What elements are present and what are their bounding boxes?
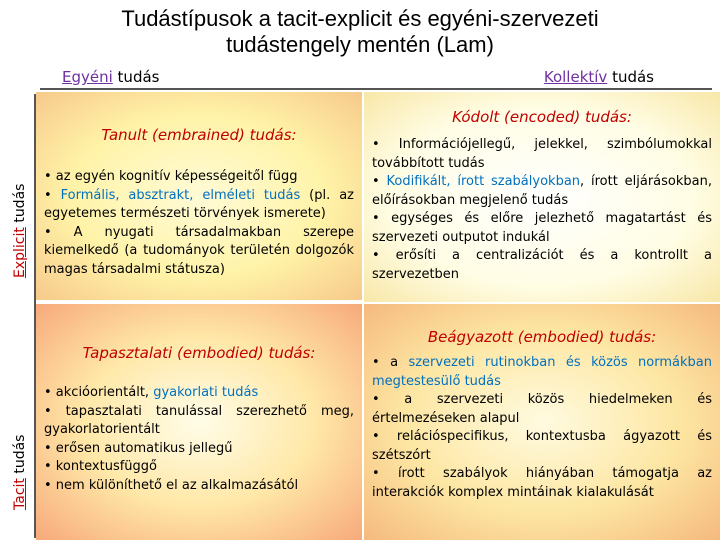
bullet: • egységes és előre jelezhető magatartást és szervezeti outputot indukál (372, 211, 712, 245)
quadrant-embrained-heading: Tanult (embrained) tudás: (101, 126, 297, 144)
quadrant-embedded-body (372, 354, 712, 502)
bullet: • az egyén kognitív képességeitől függ (44, 169, 298, 184)
highlight: Formális, absztrakt, elméleti tudás (60, 187, 301, 203)
title-line-1: Tudástípusok a tacit-explicit és egyéni-szervezeti (121, 6, 599, 31)
axis-explicit-keyword: Explicit (12, 227, 28, 278)
quadrant-embodied-individual (36, 304, 362, 540)
quadrant-embrained-body (44, 168, 354, 279)
bullet: • a szervezeti rutinokban és közös normákban megtestesülő tudás (372, 355, 712, 389)
quadrant-embodied-individual-heading: Tapasztalati (embodied) tudás: (82, 344, 316, 362)
quadrant-encoded-heading: Kódolt (encoded) tudás: (452, 108, 632, 126)
title-line-2: tudástengely mentén (Lam) (226, 32, 494, 57)
bullet: • Információjellegű, jelekkel, szimbólumokkal továbbított tudás (372, 137, 712, 171)
quadrant-embodied-individual-body (44, 384, 354, 495)
bullet: • nem különíthető el az alkalmazásától (44, 477, 299, 493)
axis-individual-label (62, 68, 159, 86)
quadrant-encoded (364, 92, 720, 302)
axis-tacit-label (12, 435, 28, 510)
bullet: • erősen automatikus jellegű (44, 440, 233, 456)
axis-individual-keyword: Egyéni (62, 68, 113, 86)
axis-collective-suffix: tudás (607, 68, 654, 86)
horizontal-axis-line (40, 88, 712, 90)
quadrant-embedded-heading: Beágyazott (embodied) tudás: (427, 328, 657, 346)
axis-individual-suffix: tudás (112, 68, 160, 86)
highlight: Kodifikált, írott szabályokban (386, 174, 581, 189)
axis-collective-keyword: Kollektív (543, 68, 608, 86)
bullet: • kontextusfüggő (44, 459, 158, 474)
axis-collective-label (544, 68, 654, 86)
axis-tacit-keyword: Tacit (12, 478, 28, 510)
bullet: • relációspecifikus, kontextusba ágyazott és szétszórt (372, 429, 712, 463)
highlight: gyakorlati tudás (153, 385, 259, 400)
axis-explicit-suffix: tudás (12, 183, 28, 228)
quadrant-encoded-body (372, 136, 712, 284)
axis-tacit-suffix: tudás (12, 434, 28, 479)
bullet: • Formális, absztrakt, elméleti tudás (pl. az egyetemes természeti törvények ismerete) (44, 187, 354, 221)
bullet: • írott szabályok hiányában támogatja az interakciók komplex mintáinak kialakulását (372, 466, 712, 500)
bullet: • akcióorientált, gyakorlati tudás (44, 385, 259, 400)
quadrant-embedded (364, 304, 720, 540)
bullet: • A nyugati társadalmakban szerepe kiemelkedő (a tudományok területén dolgozók magas társadalmi státusza) (44, 224, 354, 277)
quadrant-embrained (36, 92, 362, 300)
bullet: • tapasztalati tanulással szerezhető meg, gyakorlatorientált (44, 403, 354, 437)
bullet: • a szervezeti közös hiedelmeken és értelmezéseken alapul (372, 392, 712, 426)
highlight: szervezeti rutinokban és közös normákban megtestesülő tudás (372, 355, 712, 389)
bullet: • Kodifikált, írott szabályokban, írott eljárásokban, előírásokban megjelenő tudás (372, 174, 712, 208)
page-title (0, 6, 720, 58)
bullet: • erősíti a centralizációt és a kontrollt a szervezetben (372, 248, 712, 282)
axis-explicit-label (12, 184, 28, 278)
